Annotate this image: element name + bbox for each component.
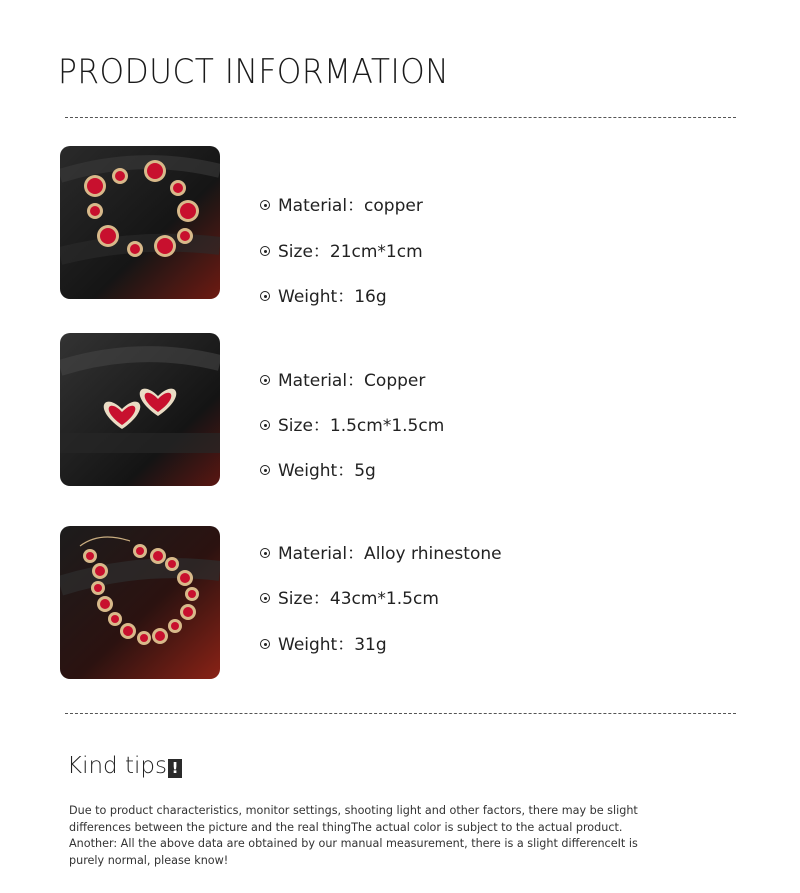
size-text: Size：43cm*1.5cm <box>278 589 439 609</box>
size-text: Size：21cm*1cm <box>278 242 423 262</box>
bullet-icon <box>260 593 270 603</box>
bullet-icon <box>260 246 270 256</box>
material-text: Material：copper <box>278 196 423 216</box>
kind-tips-heading: Kind tips <box>67 753 167 779</box>
page-title: PRODUCT INFORMATION <box>58 52 450 92</box>
product-bracelet <box>60 146 740 307</box>
material-spec <box>260 539 502 564</box>
weight-spec <box>260 456 376 481</box>
bullet-icon <box>260 465 270 475</box>
earrings-photo <box>60 333 220 486</box>
material-text: Material：Alloy rhinestone <box>278 544 502 564</box>
bullet-icon <box>260 375 270 385</box>
bullet-icon <box>260 548 270 558</box>
bottom-divider <box>65 713 736 714</box>
weight-text: Weight：16g <box>278 287 387 307</box>
size-spec <box>260 584 439 609</box>
exclamation-icon: ! <box>168 759 182 778</box>
weight-text: Weight：5g <box>278 461 376 481</box>
weight-spec <box>260 282 387 307</box>
bullet-icon <box>260 291 270 301</box>
bullet-icon <box>260 200 270 210</box>
material-text: Material：Copper <box>278 371 426 391</box>
size-spec <box>260 237 423 262</box>
necklace-photo <box>60 526 220 679</box>
weight-text: Weight：31g <box>278 635 387 655</box>
product-earrings <box>60 333 740 488</box>
disclaimer-text: Due to product characteristics, monitor settings, shooting light and other factors, there may be slight differences between the picture and the real thingThe actual color is subject to the actual product. Another: All the above data are obtained by our manual measurement, there is a slight differenceIt is purely normal, please know! <box>69 804 638 867</box>
weight-spec <box>260 630 387 655</box>
bullet-icon <box>260 420 270 430</box>
size-text: Size：1.5cm*1.5cm <box>278 416 445 436</box>
bullet-icon <box>260 639 270 649</box>
material-spec <box>260 191 423 216</box>
top-divider <box>65 117 736 118</box>
product-necklace <box>60 526 740 681</box>
material-spec <box>260 366 425 391</box>
bracelet-photo <box>60 146 220 299</box>
size-spec <box>260 411 444 436</box>
